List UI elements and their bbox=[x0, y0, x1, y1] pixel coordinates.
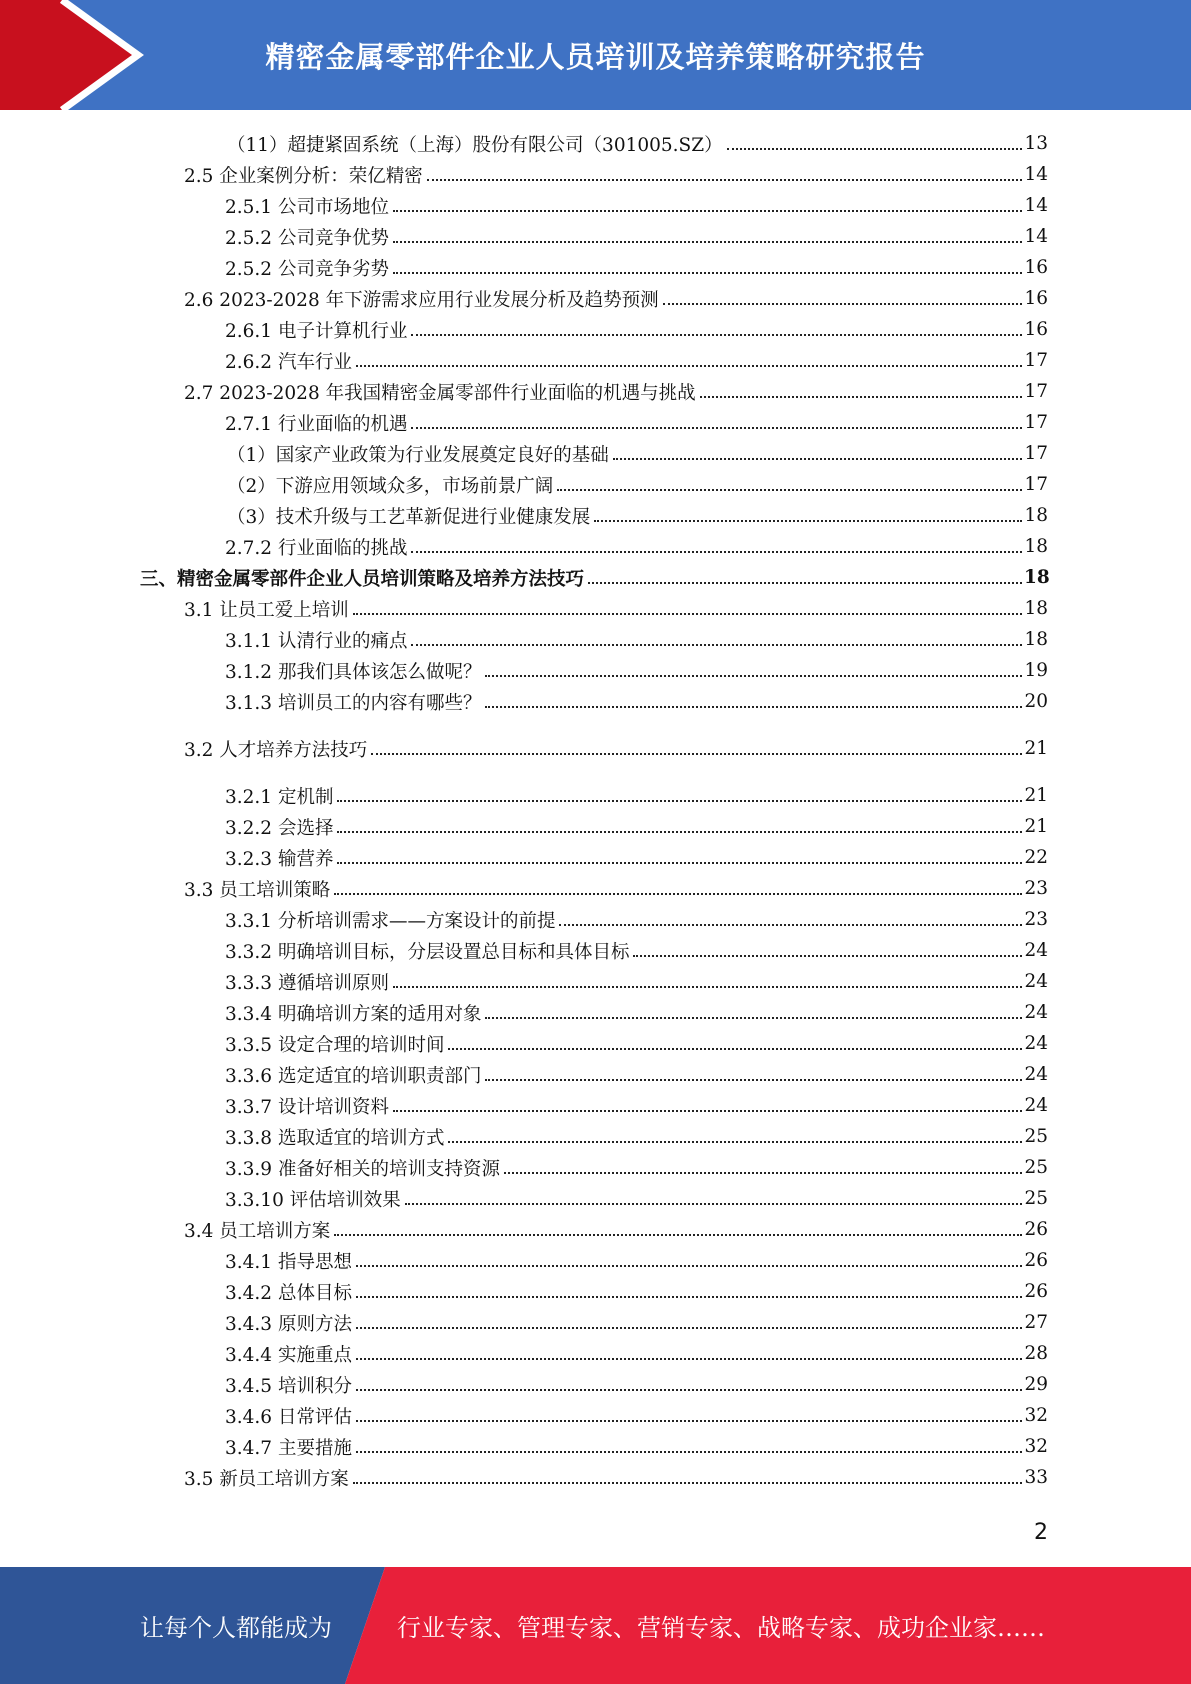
page-footer bbox=[0, 1567, 1191, 1684]
toc-entry-page: 17 bbox=[1024, 381, 1048, 402]
toc-entry-page: 23 bbox=[1024, 909, 1048, 930]
toc-entry-page: 24 bbox=[1024, 971, 1048, 992]
toc-leader-dots bbox=[356, 1357, 1022, 1360]
toc-entry-title: 2.5 企业案例分析：荣亿精密 bbox=[184, 165, 423, 187]
toc-leader-dots bbox=[356, 1326, 1022, 1329]
toc-entry-title: 3.1.1 认清行业的痛点 bbox=[225, 630, 408, 652]
toc-entry[interactable] bbox=[0, 593, 1191, 624]
toc-entry[interactable] bbox=[0, 1183, 1191, 1214]
toc-leader-dots bbox=[393, 240, 1022, 243]
toc-entry[interactable] bbox=[0, 1307, 1191, 1338]
toc-entry-title: 2.7.2 行业面临的挑战 bbox=[225, 537, 408, 559]
toc-entry-page: 29 bbox=[1024, 1374, 1048, 1395]
toc-entry-page: 19 bbox=[1024, 660, 1048, 681]
toc-leader-dots bbox=[485, 705, 1022, 708]
report-title: 精密金属零部件企业人员培训及培养策略研究报告 bbox=[265, 39, 926, 74]
toc-entry-title: （3）技术升级与工艺革新促进行业健康发展 bbox=[227, 506, 591, 528]
toc-entry-page: 32 bbox=[1024, 1436, 1048, 1457]
toc-entry-page: 23 bbox=[1024, 878, 1048, 899]
toc-entry[interactable] bbox=[0, 159, 1191, 190]
toc-entry-page: 21 bbox=[1024, 785, 1048, 806]
toc-entry-title: 2.5.1 公司市场地位 bbox=[225, 196, 389, 218]
toc-entry-page: 28 bbox=[1024, 1343, 1048, 1364]
toc-leader-dots bbox=[588, 581, 1022, 584]
toc-entry-title: （2）下游应用领域众多，市场前景广阔 bbox=[227, 475, 554, 497]
toc-entry[interactable] bbox=[0, 283, 1191, 314]
toc-entry-page: 25 bbox=[1024, 1157, 1048, 1178]
toc-leader-dots bbox=[557, 488, 1022, 491]
toc-entry[interactable] bbox=[0, 1338, 1191, 1369]
toc-entry-title: 3.3.2 明确培训目标，分层设置总目标和具体目标 bbox=[225, 941, 630, 963]
toc-entry[interactable] bbox=[0, 1214, 1191, 1245]
toc-entry[interactable] bbox=[0, 376, 1191, 407]
toc-entry[interactable] bbox=[0, 1090, 1191, 1121]
toc-entry-title: 2.5.2 公司竞争劣势 bbox=[225, 258, 389, 280]
toc-entry[interactable] bbox=[0, 935, 1191, 966]
footer-slogan-left: 让每个人都能成为 bbox=[140, 1614, 332, 1642]
toc-entry[interactable] bbox=[0, 655, 1191, 686]
toc-leader-dots bbox=[411, 333, 1022, 336]
toc-leader-dots bbox=[411, 643, 1022, 646]
toc-entry-title: 3.3.9 准备好相关的培训支持资源 bbox=[225, 1158, 500, 1180]
toc-entry-title: 3.4.2 总体目标 bbox=[225, 1282, 352, 1304]
page-number: 2 bbox=[1034, 1520, 1048, 1545]
toc-entry[interactable] bbox=[0, 624, 1191, 655]
toc-entry-title: 3.3 员工培训策略 bbox=[184, 879, 331, 901]
toc-entry-page: 16 bbox=[1024, 288, 1048, 309]
toc-entry-page: 32 bbox=[1024, 1405, 1048, 1426]
toc-entry-page: 18 bbox=[1024, 629, 1048, 650]
toc-leader-dots bbox=[594, 519, 1022, 522]
toc-leader-dots bbox=[356, 1450, 1022, 1453]
toc-entry[interactable] bbox=[0, 1400, 1191, 1431]
toc-leader-dots bbox=[393, 271, 1022, 274]
toc-leader-dots bbox=[504, 1171, 1022, 1174]
toc-leader-dots bbox=[356, 1388, 1022, 1391]
toc-entry-title: 3.4.5 培训积分 bbox=[225, 1375, 352, 1397]
toc-entry[interactable] bbox=[0, 966, 1191, 997]
toc-leader-dots bbox=[356, 1419, 1022, 1422]
toc-leader-dots bbox=[559, 923, 1022, 926]
toc-leader-dots bbox=[485, 1078, 1022, 1081]
toc-entry-title: 3.3.4 明确培训方案的适用对象 bbox=[225, 1003, 482, 1025]
toc-entry-page: 33 bbox=[1024, 1467, 1048, 1488]
toc-leader-dots bbox=[393, 209, 1022, 212]
toc-entry-title: （1）国家产业政策为行业发展奠定良好的基础 bbox=[227, 444, 609, 466]
toc-entry-title: 3.3.3 遵循培训原则 bbox=[225, 972, 389, 994]
toc-entry-page: 26 bbox=[1024, 1219, 1048, 1240]
toc-entry-title: 3.5 新员工培训方案 bbox=[184, 1468, 349, 1490]
toc-leader-dots bbox=[337, 861, 1022, 864]
toc-entry-page: 17 bbox=[1024, 443, 1048, 464]
toc-leader-dots bbox=[353, 612, 1022, 615]
toc-entry-page: 27 bbox=[1024, 1312, 1048, 1333]
toc-entry[interactable] bbox=[0, 221, 1191, 252]
toc-entry[interactable] bbox=[0, 531, 1191, 562]
toc-entry[interactable] bbox=[0, 500, 1191, 531]
toc-entry-title: 3.3.10 评估培训效果 bbox=[225, 1189, 401, 1211]
toc-entry[interactable] bbox=[0, 345, 1191, 376]
toc-leader-dots bbox=[411, 550, 1022, 553]
toc-entry[interactable] bbox=[0, 686, 1191, 717]
toc-entry[interactable] bbox=[0, 190, 1191, 221]
toc-entry[interactable] bbox=[0, 128, 1191, 159]
toc-entry-title: 3.1.2 那我们具体该怎么做呢？ bbox=[225, 661, 482, 683]
toc-leader-dots bbox=[356, 1264, 1022, 1267]
toc-entry-page: 21 bbox=[1024, 738, 1048, 759]
page-header bbox=[0, 0, 1191, 110]
toc-entry-title: 3.4.3 原则方法 bbox=[225, 1313, 352, 1335]
toc-entry-title: 2.5.2 公司竞争优势 bbox=[225, 227, 389, 249]
toc-entry-page: 26 bbox=[1024, 1250, 1048, 1271]
toc-entry-title: 3.3.8 选取适宜的培训方式 bbox=[225, 1127, 445, 1149]
toc-entry-title: 3.2 人才培养方法技巧 bbox=[184, 739, 368, 761]
toc-entry[interactable] bbox=[0, 252, 1191, 283]
toc-entry-title: 3.2.2 会选择 bbox=[225, 817, 334, 839]
toc-leader-dots bbox=[356, 1295, 1022, 1298]
toc-entry-title: 3.2.1 定机制 bbox=[225, 786, 334, 808]
toc-entry-page: 24 bbox=[1024, 1095, 1048, 1116]
toc-entry-title: 3.3.6 选定适宜的培训职责部门 bbox=[225, 1065, 482, 1087]
toc-entry-title: 3.1 让员工爱上培训 bbox=[184, 599, 349, 621]
toc-entry-page: 16 bbox=[1024, 257, 1048, 278]
toc-entry[interactable] bbox=[0, 1028, 1191, 1059]
toc-entry-page: 14 bbox=[1024, 164, 1048, 185]
toc-entry-title: 3.3.5 设定合理的培训时间 bbox=[225, 1034, 445, 1056]
toc-leader-dots bbox=[371, 752, 1022, 755]
toc-entry[interactable] bbox=[0, 1369, 1191, 1400]
toc-spacer bbox=[0, 717, 1191, 733]
toc-entry[interactable] bbox=[0, 1152, 1191, 1183]
toc-entry-page: 13 bbox=[1024, 133, 1048, 154]
toc-entry-page: 24 bbox=[1024, 1064, 1048, 1085]
toc-leader-dots bbox=[337, 799, 1022, 802]
toc-leader-dots bbox=[393, 985, 1022, 988]
toc-entry[interactable] bbox=[0, 1431, 1191, 1462]
toc-entry-title: 3.4 员工培训方案 bbox=[184, 1220, 331, 1242]
toc-entry[interactable] bbox=[0, 733, 1191, 764]
toc-entry-page: 17 bbox=[1024, 350, 1048, 371]
toc-entry-page: 17 bbox=[1024, 412, 1048, 433]
toc-entry-page: 18 bbox=[1024, 505, 1048, 526]
toc-entry-page: 25 bbox=[1024, 1126, 1048, 1147]
toc-entry-page: 16 bbox=[1024, 319, 1048, 340]
toc-entry[interactable] bbox=[0, 407, 1191, 438]
toc-leader-dots bbox=[334, 1233, 1022, 1236]
toc-entry[interactable] bbox=[0, 314, 1191, 345]
toc-leader-dots bbox=[405, 1202, 1022, 1205]
toc-entry-title: 3.4.6 日常评估 bbox=[225, 1406, 352, 1428]
toc-entry[interactable] bbox=[0, 1276, 1191, 1307]
toc-entry-page: 24 bbox=[1024, 1002, 1048, 1023]
toc-entry-title: 2.7 2023-2028 年我国精密金属零部件行业面临的机遇与挑战 bbox=[184, 382, 696, 404]
toc-entry-title: 3.3.1 分析培训需求——方案设计的前提 bbox=[225, 910, 556, 932]
toc-entry[interactable] bbox=[0, 997, 1191, 1028]
toc-leader-dots bbox=[393, 1109, 1022, 1112]
toc-entry[interactable] bbox=[0, 811, 1191, 842]
toc-entry-page: 20 bbox=[1024, 691, 1048, 712]
toc-entry[interactable] bbox=[0, 1059, 1191, 1090]
toc-entry-page: 25 bbox=[1024, 1188, 1048, 1209]
toc-leader-dots bbox=[427, 178, 1022, 181]
toc-entry-page: 14 bbox=[1024, 195, 1048, 216]
toc-entry-page: 18 bbox=[1024, 598, 1048, 619]
toc-leader-dots bbox=[633, 954, 1022, 957]
toc-entry[interactable] bbox=[0, 904, 1191, 935]
toc-leader-dots bbox=[727, 147, 1022, 150]
toc-leader-dots bbox=[334, 892, 1022, 895]
toc-leader-dots bbox=[337, 830, 1022, 833]
toc-entry[interactable] bbox=[0, 842, 1191, 873]
toc-entry[interactable] bbox=[0, 562, 1191, 593]
toc-leader-dots bbox=[485, 1016, 1022, 1019]
header-chevron-icon bbox=[0, 0, 150, 110]
toc-entry-page: 26 bbox=[1024, 1281, 1048, 1302]
toc-entry[interactable] bbox=[0, 1462, 1191, 1493]
toc-leader-dots bbox=[663, 302, 1022, 305]
toc-entry-title: 3.4.1 指导思想 bbox=[225, 1251, 352, 1273]
toc-leader-dots bbox=[448, 1047, 1022, 1050]
toc-entry-title: 2.6.1 电子计算机行业 bbox=[225, 320, 408, 342]
toc-leader-dots bbox=[485, 674, 1022, 677]
toc-entry-page: 14 bbox=[1024, 226, 1048, 247]
toc-entry-page: 18 bbox=[1024, 536, 1048, 557]
toc-entry-title: 3.3.7 设计培训资料 bbox=[225, 1096, 389, 1118]
toc-entry-page: 21 bbox=[1024, 816, 1048, 837]
toc-entry-page: 17 bbox=[1024, 474, 1048, 495]
footer-slogan-right: 行业专家、管理专家、营销专家、战略专家、成功企业家…… bbox=[397, 1614, 1045, 1642]
toc-entry-title: 3.2.3 输营养 bbox=[225, 848, 334, 870]
toc-leader-dots bbox=[356, 364, 1022, 367]
toc-spacer bbox=[0, 764, 1191, 780]
toc-entry[interactable] bbox=[0, 469, 1191, 500]
toc-leader-dots bbox=[613, 457, 1022, 460]
toc-leader-dots bbox=[700, 395, 1022, 398]
toc-entry[interactable] bbox=[0, 1245, 1191, 1276]
toc-entry-title: 三、精密金属零部件企业人员培训策略及培养方法技巧 bbox=[140, 568, 585, 590]
table-of-contents bbox=[0, 128, 1191, 1493]
toc-entry[interactable] bbox=[0, 438, 1191, 469]
toc-leader-dots bbox=[448, 1140, 1022, 1143]
toc-entry-title: 3.1.3 培训员工的内容有哪些？ bbox=[225, 692, 482, 714]
toc-entry-page: 18 bbox=[1024, 567, 1050, 588]
toc-entry[interactable] bbox=[0, 873, 1191, 904]
toc-entry-page: 22 bbox=[1024, 847, 1048, 868]
toc-entry-title: 3.4.7 主要措施 bbox=[225, 1437, 352, 1459]
toc-entry-title: 2.6.2 汽车行业 bbox=[225, 351, 352, 373]
toc-entry-title: 2.6 2023-2028 年下游需求应用行业发展分析及趋势预测 bbox=[184, 289, 659, 311]
toc-entry-title: 3.4.4 实施重点 bbox=[225, 1344, 352, 1366]
toc-entry-page: 24 bbox=[1024, 1033, 1048, 1054]
toc-entry[interactable] bbox=[0, 1121, 1191, 1152]
toc-leader-dots bbox=[353, 1481, 1022, 1484]
toc-entry-page: 24 bbox=[1024, 940, 1048, 961]
toc-entry-title: （11）超捷紧固系统（上海）股份有限公司（301005.SZ） bbox=[227, 134, 723, 156]
toc-leader-dots bbox=[411, 426, 1022, 429]
toc-entry-title: 2.7.1 行业面临的机遇 bbox=[225, 413, 408, 435]
toc-entry[interactable] bbox=[0, 780, 1191, 811]
